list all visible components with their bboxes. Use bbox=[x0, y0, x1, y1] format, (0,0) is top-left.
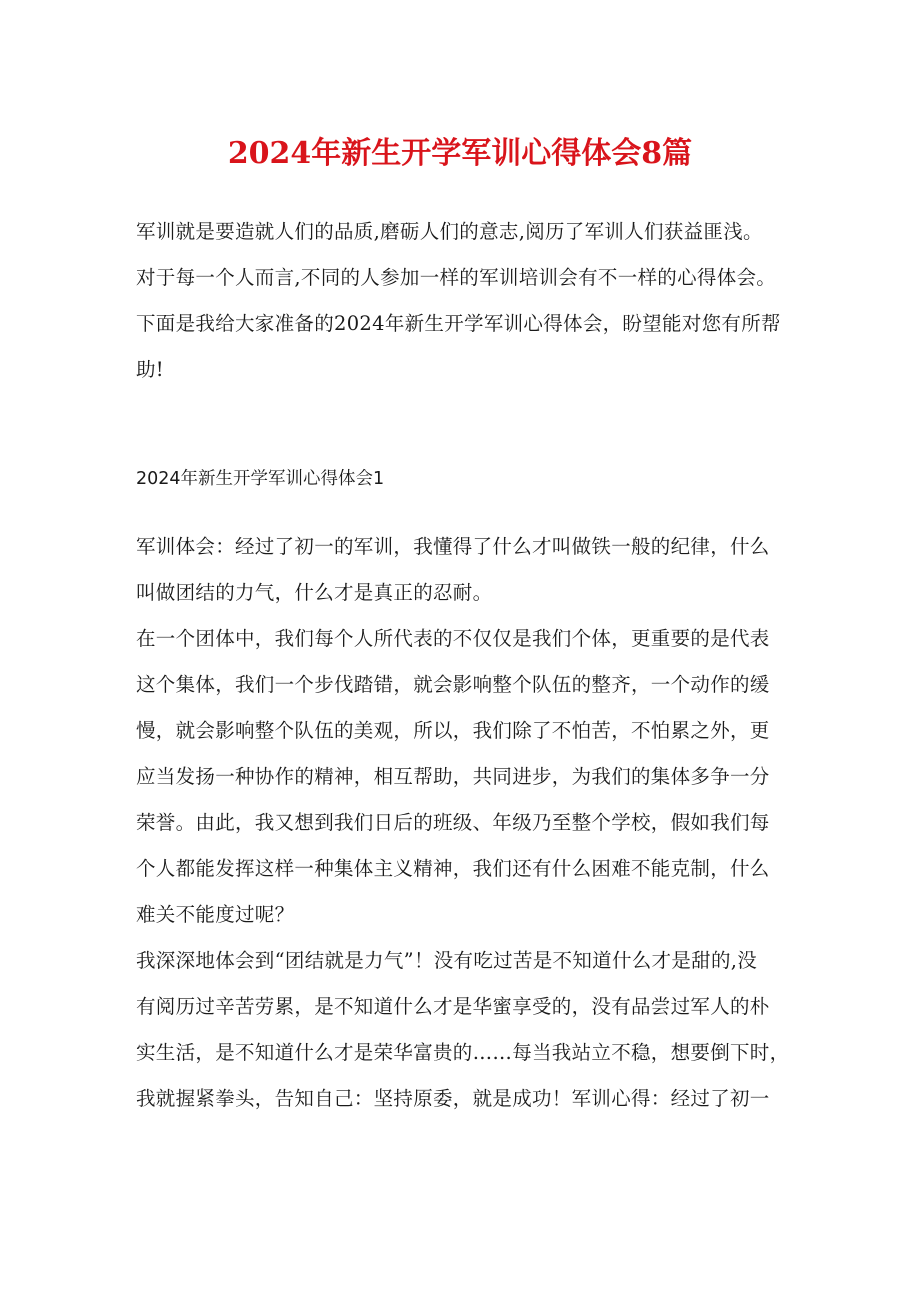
body-line: 慢，就会影响整个队伍的美观，所以，我们除了不怕苦，不怕累之外，更 bbox=[136, 719, 770, 742]
body-line: 应当发扬一种协作的精神，相互帮助，共同进步，为我们的集体多争一分 bbox=[136, 765, 770, 788]
body-line: 实生活，是不知道什么才是荣华富贵的……每当我站立不稳，想要倒下时， bbox=[136, 1041, 790, 1064]
body-line: 这个集体，我们一个步伐踏错，就会影响整个队伍的整齐，一个动作的缓 bbox=[136, 673, 770, 696]
body-line: 我深深地体会到“团结就是力气”！没有吃过苦是不知道什么才是甜的,没 bbox=[136, 949, 758, 972]
body-line: 叫做团结的力气，什么才是真正的忍耐。 bbox=[136, 581, 493, 604]
intro-paragraph bbox=[136, 212, 796, 396]
intro-line: 对于每一个人而言,不同的人参加一样的军训培训会有不一样的心得体会。 bbox=[136, 266, 777, 289]
body-line: 有阅历过辛苦劳累，是不知道什么才是华蜜享受的，没有品尝过军人的朴 bbox=[136, 995, 770, 1018]
intro-line: 助! bbox=[136, 358, 164, 381]
body-line: 军训体会：经过了初一的军训，我懂得了什么才叫做铁一般的纪律，什么 bbox=[136, 535, 770, 558]
body-line: 荣誉。由此，我又想到我们日后的班级、年级乃至整个学校，假如我们每 bbox=[136, 811, 770, 834]
body-line: 个人都能发挥这样一种集体主义精神，我们还有什么困难不能克制，什么 bbox=[136, 857, 770, 880]
document-title: 2024年新生开学军训心得体会8篇 bbox=[227, 136, 693, 171]
body-text bbox=[136, 527, 796, 1125]
body-line: 我就握紧拳头，告知自己：坚持原委，就是成功！军训心得：经过了初一 bbox=[136, 1087, 770, 1110]
intro-line: 军训就是要造就人们的品质,磨砺人们的意志,阅历了军训人们获益匪浅。 bbox=[136, 220, 763, 243]
body-line: 在一个团体中，我们每个人所代表的不仅仅是我们个体，更重要的是代表 bbox=[136, 627, 770, 650]
body-line: 难关不能度过呢？ bbox=[136, 903, 295, 926]
section-heading: 2024年新生开学军训心得体会1 bbox=[136, 469, 385, 489]
intro-line: 下面是我给大家准备的2024年新生开学军训心得体会，盼望能对您有所帮 bbox=[136, 312, 781, 335]
